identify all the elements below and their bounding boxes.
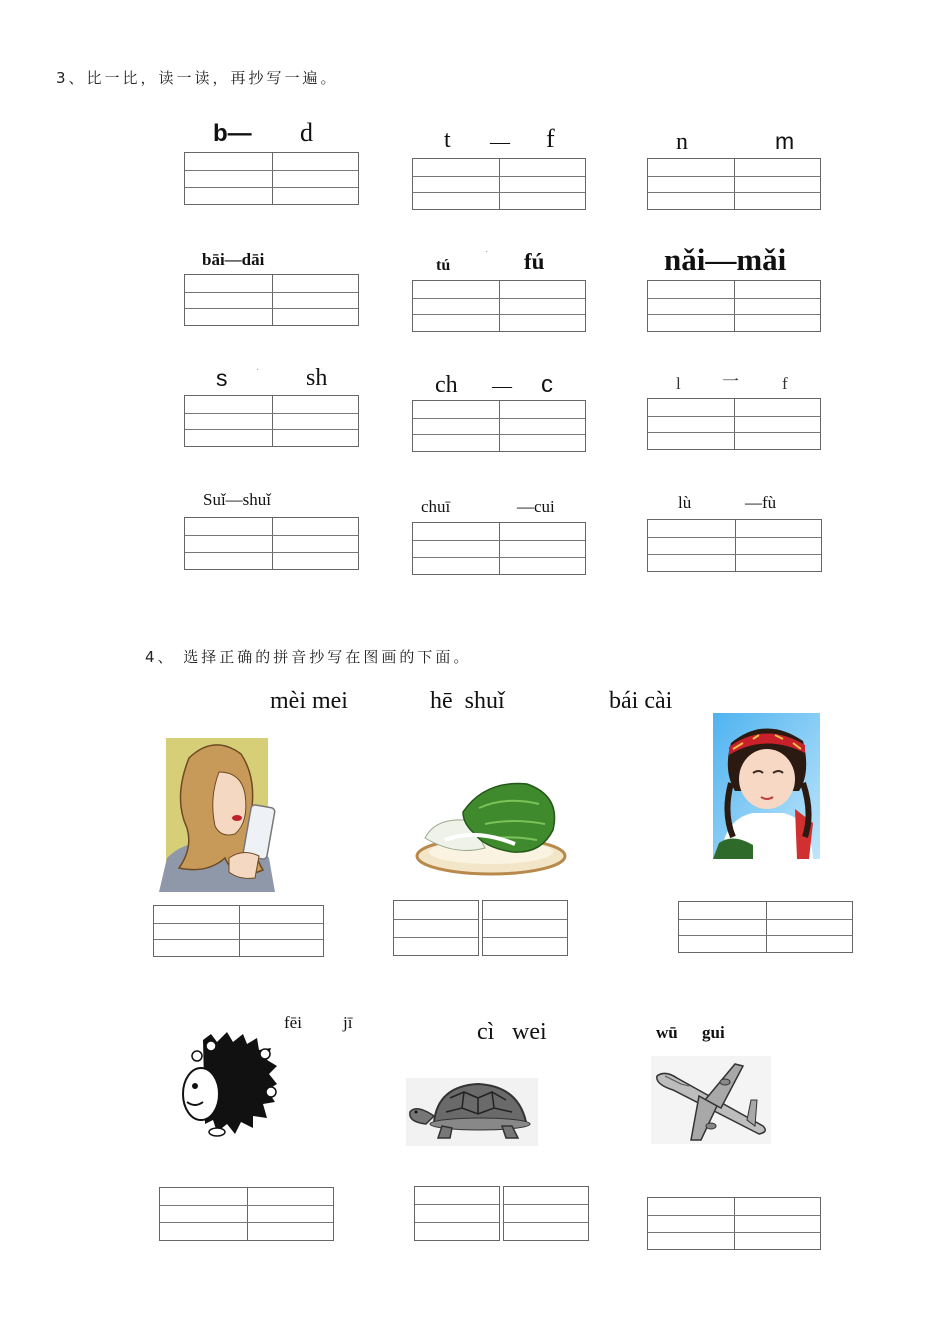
writing-grid[interactable] bbox=[184, 152, 359, 205]
pinyin-label: m bbox=[775, 128, 795, 154]
section3-heading: 3、比一比，读一读，再抄写一遍。 bbox=[56, 69, 339, 87]
pinyin-option: fēi bbox=[284, 1013, 302, 1032]
dot: · bbox=[256, 365, 260, 376]
pinyin-label: n bbox=[676, 129, 688, 155]
dash: — bbox=[492, 375, 512, 397]
pinyin-label: t bbox=[444, 127, 451, 153]
pinyin-label: ch bbox=[435, 372, 458, 398]
woman-drinking-picture bbox=[159, 738, 283, 892]
writing-grid[interactable] bbox=[412, 158, 586, 210]
pinyin-label: chuī bbox=[421, 497, 451, 516]
dot: · bbox=[485, 247, 489, 258]
pinyin-label: nǎi—mǎi bbox=[664, 242, 787, 277]
hedgehog-picture bbox=[181, 1032, 279, 1138]
writing-grid[interactable] bbox=[184, 395, 359, 447]
writing-grid[interactable] bbox=[393, 900, 568, 956]
pinyin-label: f bbox=[782, 374, 788, 393]
pinyin-option: bái cài bbox=[609, 688, 673, 714]
pinyin-label: sh bbox=[306, 365, 328, 391]
pinyin-option: cì bbox=[477, 1019, 495, 1045]
turtle-picture bbox=[406, 1078, 538, 1146]
writing-grid[interactable] bbox=[412, 280, 586, 332]
writing-grid[interactable] bbox=[647, 519, 822, 572]
pinyin-option: mèi mei bbox=[270, 688, 348, 714]
little-girl-picture bbox=[713, 713, 820, 859]
pinyin-label: tú bbox=[436, 257, 451, 274]
pinyin-label: b— bbox=[213, 120, 252, 147]
pinyin-label: bāi—dāi bbox=[202, 250, 265, 269]
dash: 一 bbox=[722, 372, 739, 391]
chinese-cabbage-picture bbox=[415, 778, 567, 878]
pinyin-label: lù bbox=[678, 493, 692, 512]
section4-heading: 4、 选择正确的拼音抄写在图画的下面。 bbox=[145, 648, 472, 666]
writing-grid[interactable] bbox=[184, 274, 359, 326]
pinyin-label: s bbox=[216, 365, 228, 391]
dash: — bbox=[490, 131, 510, 153]
pinyin-label: d bbox=[300, 118, 313, 147]
pinyin-label: Suǐ—shuǐ bbox=[203, 490, 272, 509]
writing-grid[interactable] bbox=[412, 522, 586, 575]
pinyin-option: wū bbox=[656, 1023, 678, 1042]
writing-grid[interactable] bbox=[414, 1186, 589, 1241]
pinyin-label: —cui bbox=[517, 497, 555, 516]
writing-grid[interactable] bbox=[412, 400, 586, 452]
pinyin-option: wei bbox=[512, 1019, 547, 1045]
writing-grid[interactable] bbox=[647, 280, 821, 332]
writing-grid[interactable] bbox=[647, 398, 821, 450]
writing-grid[interactable] bbox=[184, 517, 359, 570]
pinyin-label: l bbox=[676, 374, 681, 393]
pinyin-label: —fù bbox=[745, 493, 777, 512]
airplane-picture bbox=[651, 1056, 771, 1144]
pinyin-option: jī bbox=[343, 1013, 353, 1032]
pinyin-label: f bbox=[546, 124, 555, 153]
writing-grid[interactable] bbox=[153, 905, 324, 957]
pinyin-label: fú bbox=[524, 249, 545, 274]
writing-grid[interactable] bbox=[159, 1187, 334, 1241]
pinyin-label: c bbox=[541, 371, 553, 398]
writing-grid[interactable] bbox=[647, 1197, 821, 1250]
pinyin-option: hē shuǐ bbox=[430, 688, 505, 714]
writing-grid[interactable] bbox=[678, 901, 853, 953]
pinyin-option: gui bbox=[702, 1023, 725, 1042]
writing-grid[interactable] bbox=[647, 158, 821, 210]
